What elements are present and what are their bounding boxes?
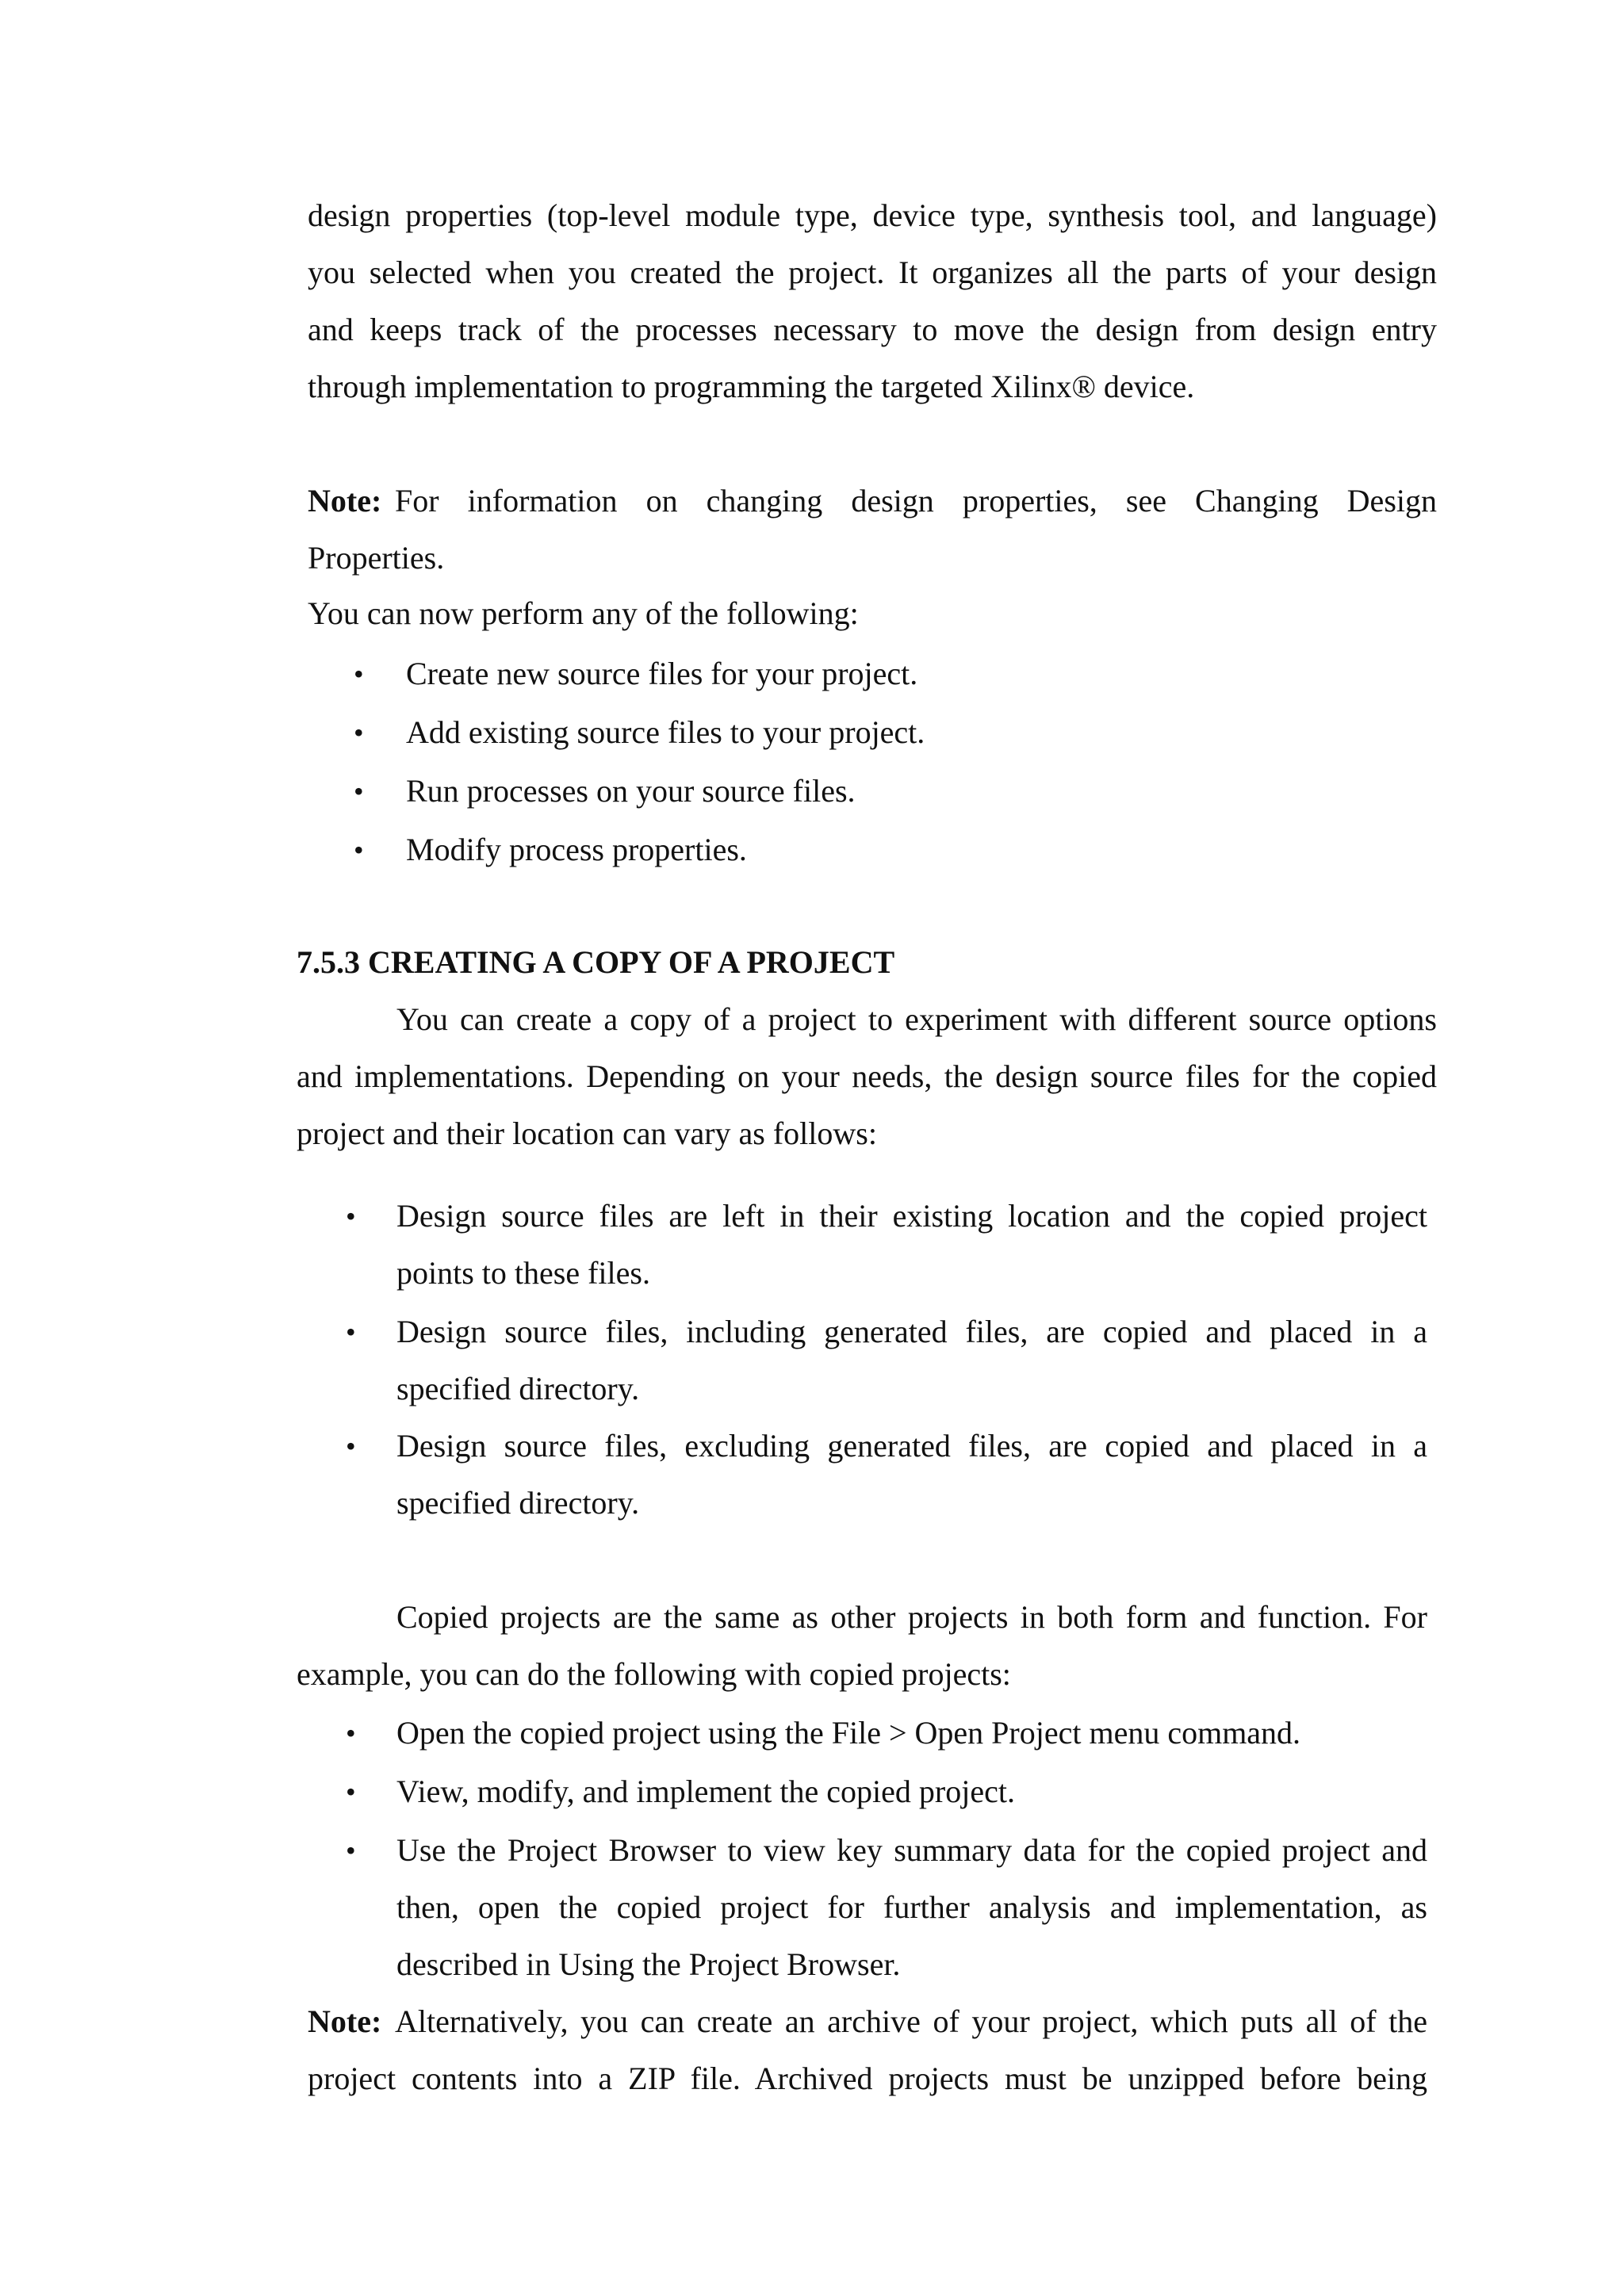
list3-item-3-line-1: Use the Project Browser to view key summary data for the copied project and (396, 1832, 1427, 1868)
section-para-line-1: You can create a copy of a project to experiment with different source options (396, 1001, 1437, 1037)
list2-item-2-line-1: Design source files, including generated files, are copied and placed in a (396, 1314, 1427, 1349)
list3-item-1: Open the copied project using the File > Open Project menu command. (396, 1715, 1301, 1751)
bullet-glyph: • (346, 1835, 356, 1866)
bullet-glyph: • (346, 1316, 356, 1348)
intro-text: You can now perform any of the following: (308, 595, 859, 631)
para3-line-1: Copied projects are the same as other projects in both form and function. For (396, 1599, 1427, 1635)
note1-line-2: Properties. (308, 540, 445, 576)
list3-item-3-line-2: then, open the copied project for further analysis and implementation, as (396, 1889, 1427, 1925)
section-para-line-2: and implementations. Depending on your needs, the design source files for the copied (297, 1058, 1437, 1094)
note2-label: Note: (308, 2003, 382, 2039)
list2-item-3-line-1: Design source files, excluding generated files, are copied and placed in a (396, 1428, 1427, 1464)
bullet-glyph: • (346, 1200, 356, 1232)
list3-item-3-line-3: described in Using the Project Browser. (396, 1946, 901, 1982)
para1-line-2: you selected when you created the project. It organizes all the parts of your design (308, 254, 1437, 290)
note1-label: Note: (308, 483, 382, 519)
section-heading: 7.5.3 CREATING A COPY OF A PROJECT (297, 944, 895, 980)
list1-item-1: Create new source files for your project. (406, 656, 918, 691)
list2-item-1-line-2: points to these files. (396, 1255, 650, 1291)
section-para-line-3: project and their location can vary as follows: (297, 1115, 877, 1151)
list3-item-2: View, modify, and implement the copied project. (396, 1774, 1015, 1809)
list1-item-3: Run processes on your source files. (406, 773, 856, 809)
list1-item-4: Modify process properties. (406, 832, 747, 867)
para3-line-2: example, you can do the following with copied projects: (297, 1656, 1011, 1692)
para1-line-3: and keeps track of the processes necessary to move the design from design entry (308, 312, 1437, 347)
note2-line-1: Alternatively, you can create an archive of your project, which puts all of the (395, 2003, 1427, 2039)
list2-item-3-line-2: specified directory. (396, 1485, 640, 1521)
list2-item-1-line-1: Design source files are left in their existing location and the copied project (396, 1198, 1427, 1234)
bullet-glyph: • (346, 1717, 356, 1749)
note1-line-1: For information on changing design properties, see Changing Design (395, 483, 1437, 519)
list1-item-2: Add existing source files to your project. (406, 714, 925, 750)
bullet-glyph: • (354, 834, 364, 866)
note2-line-2: project contents into a ZIP file. Archived projects must be unzipped before being (308, 2061, 1427, 2096)
bullet-glyph: • (354, 717, 364, 748)
bullet-glyph: • (346, 1430, 356, 1462)
bullet-glyph: • (354, 775, 364, 807)
list2-item-2-line-2: specified directory. (396, 1371, 640, 1406)
bullet-glyph: • (346, 1776, 356, 1808)
bullet-glyph: • (354, 658, 364, 690)
para1-line-4: through implementation to programming the targeted Xilinx® device. (308, 369, 1195, 404)
para1-line-1: design properties (top-level module type, device type, synthesis tool, and language) (308, 197, 1437, 233)
